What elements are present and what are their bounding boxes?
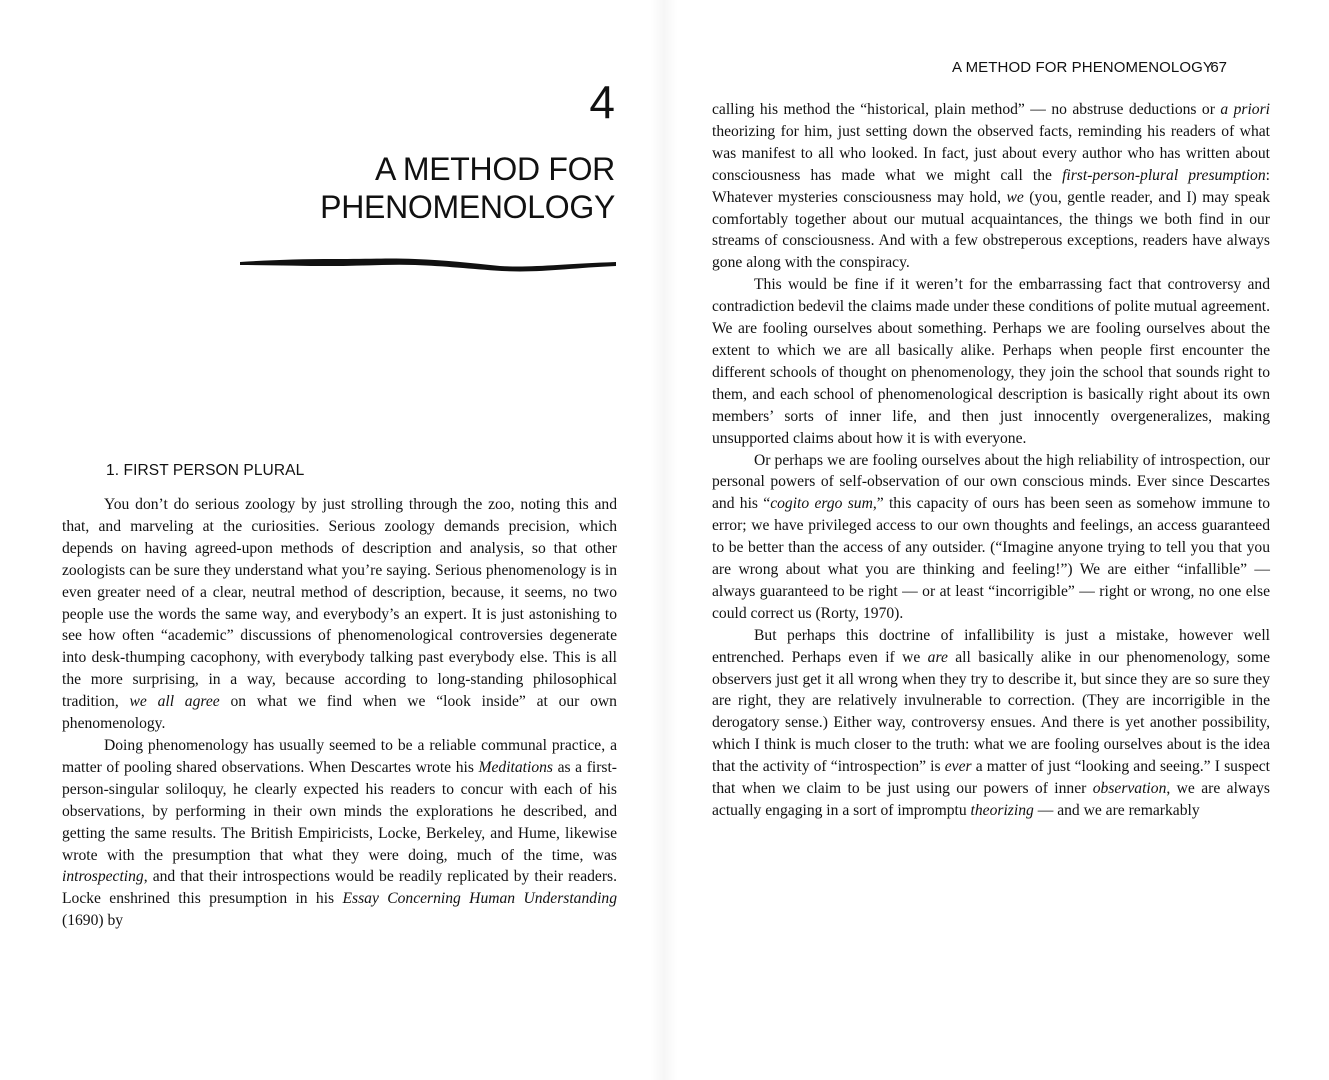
- right-page: [664, 0, 1329, 1080]
- italic-text: theorizing: [970, 802, 1034, 819]
- running-head: A METHOD FOR PHENOMENOLOGY: [952, 59, 1213, 76]
- italic-text: cogito ergo sum: [770, 495, 873, 513]
- text-run: all basically alike in our phenomenology, some observers just get it all wrong when they try to describe it, but since they are so sure they are right, they are relatively invulnerable to correction. (They are incorrigible in the derogatory sense.) Either way, controversy ensues. And there is yet another possibility, which I think is much closer to the truth: what we are fooling ourselves about is the idea that the activity of “introspection” is: [712, 648, 1270, 776]
- text-run: You don’t do serious zoology by just strolling through the zoo, noting this and that, and marveling at the curiosities. Serious zoology demands precision, which depends on having agreed-upon methods of description and analysis, so that other zoologists can be sure they understand what you’re saying. Serious phenomenology is in even greater need of a clear, neutral method of description, because, it seems, no two people use the words the same way, and everybody’s an expert. It is just astonishing to see how often “academic” discussions of phenomenological controversies degenerate into desk-thumping cacophony, with everybody talking past everybody else. This is all the more surprising, in a way, because according to long-standing philosophical tradition,: [62, 496, 617, 711]
- paragraph: [712, 625, 1270, 822]
- text-run: on what we find when we “look inside” at our own phenomenology.: [62, 693, 617, 733]
- chapter-number: 4: [589, 76, 615, 128]
- italic-text: first-person-plural presumption: [1062, 166, 1266, 184]
- text-run: theorizing for him, just setting down the observed facts, reminding his readers of what was manifest to all who looked. In fact, just about every author who has written about consciousness has made what we might call the: [712, 122, 1270, 184]
- text-run: ,” this capacity of ours has been seen as somehow immune to error; we have privileged access to our own thoughts and feelings, an access guaranteed to be better than the access of any outsider. (“Imagine anyone trying to tell you that you are wrong about what you are thinking and feeling!”) We are either “infallible” — always guaranteed to be right — or at least “incorrigible” — right or wrong, no one else could correct us (Rorty, 1970).: [712, 495, 1271, 622]
- section-heading: 1. FIRST PERSON PLURAL: [106, 462, 305, 479]
- italic-text: Essay Concerning Human Understanding: [342, 890, 618, 908]
- italic-text: we: [1006, 188, 1024, 206]
- chapter-title: [195, 150, 615, 226]
- italic-text: introspecting: [62, 868, 144, 886]
- text-run: (you, gentle reader, and I) may speak comfortably together about our mutual acquaintances, the things we both find in our streams of consciousness. And with a few obstreperous exceptions, readers have always gone along with the conspiracy.: [712, 188, 1270, 272]
- chapter-title-line-1: A METHOD FOR: [375, 151, 615, 187]
- italic-text: we all agree: [129, 693, 220, 711]
- chapter-title-line-2: PHENOMENOLOGY: [320, 189, 615, 225]
- italic-text: ever: [944, 758, 972, 776]
- text-run: as a first-person-singular soliloquy, he clearly expected his readers to concur with each of his observations, by performing in their own minds the explorations he described, and getting the same results. The British Empiricists, Locke, Berkeley, and Hume, likewise wrote with the presumption that what they were doing, much of the time, was: [62, 758, 618, 864]
- text-run: , and that their introspections would be readily replicated by their readers. Locke enshrined this presumption in his: [62, 868, 617, 908]
- text-run: , we are always actually engaging in a sort of impromptu: [712, 780, 1270, 819]
- text-run: — and we are remarkably: [1033, 802, 1200, 819]
- text-run: Doing phenomenology has usually seemed to be a reliable communal practice, a matter of pooling shared observations. When Descartes wrote his: [62, 736, 617, 776]
- italic-text: a priori: [1220, 101, 1270, 118]
- left-page: [0, 0, 664, 1080]
- text-run: a matter of just “looking and seeing.” I suspect that when we claim to be just using our powers of inner: [712, 758, 1270, 798]
- text-run: calling his method the “historical, plain method” — no abstruse deductions or: [712, 101, 1221, 118]
- paragraph: [712, 450, 1270, 625]
- italic-text: are: [927, 648, 948, 666]
- text-run: (1690) by: [62, 912, 124, 930]
- paragraph: [62, 735, 617, 932]
- right-body-text: [712, 99, 1270, 822]
- paragraph: [62, 494, 617, 735]
- page-number: 67: [1210, 59, 1227, 76]
- text-run: But perhaps this doctrine of infallibility is just a mistake, however well entrenched. Perhaps even if we: [712, 626, 1270, 666]
- italic-text: Meditations: [478, 758, 553, 776]
- text-run: This would be fine if it weren’t for the embarrassing fact that controversy and contradiction bedevil the claims made under these conditions of polite mutual agreement. We are fooling ourselves about something. Perhaps we are fooling ourselves about the extent to which we are all basically alike. Perhaps when people first encounter the different schools of thought on phenomenology, they join the school that sounds right to them, and each school of phenomenological description is basically right about its own members’ sorts of inner life, and then just innocently overgeneralizes, making unsupported claims about how it is with everyone.: [712, 276, 1270, 447]
- text-run: Or perhaps we are fooling ourselves about the high reliability of introspection, our personal powers of self-observation of our own conscious minds. Ever since Descartes and his “: [712, 451, 1270, 513]
- paragraph: [712, 99, 1270, 274]
- chapter-title-brush-rule: [240, 254, 616, 274]
- italic-text: observation: [1092, 780, 1167, 798]
- paragraph: [712, 274, 1270, 449]
- left-body-text: [62, 494, 617, 932]
- text-run: : Whatever mysteries consciousness may hold,: [712, 166, 1270, 206]
